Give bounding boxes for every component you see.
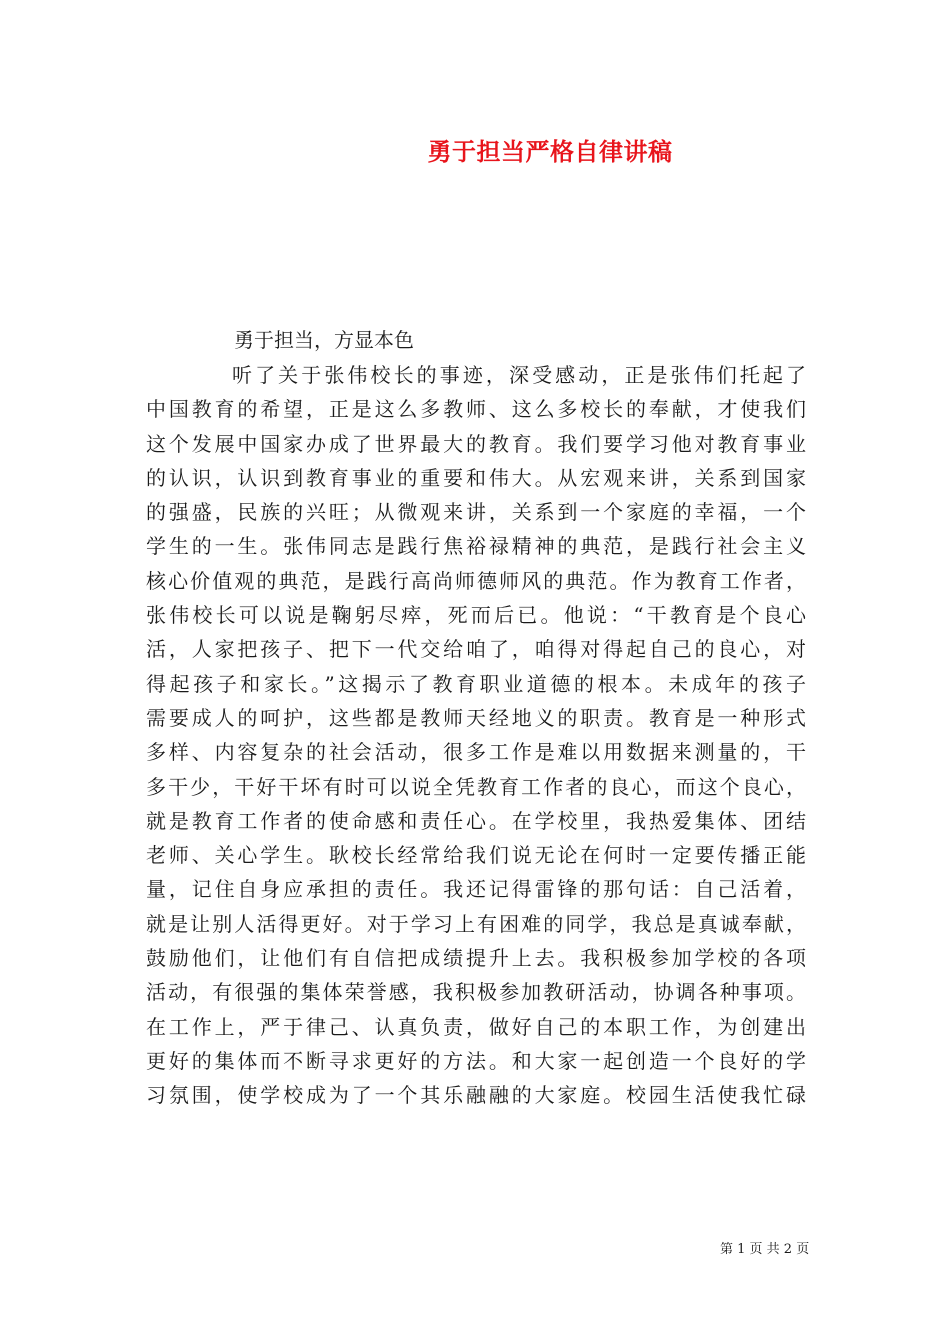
body-line: 这个发展中国家办成了世界最大的教育。我们要学习他对教育事业	[146, 431, 806, 456]
body-line: 量，记住自身应承担的责任。我还记得雷锋的那句话：自己活着，	[146, 877, 806, 902]
body-line: 鼓励他们，让他们有自信把成绩提升上去。我积极参加学校的各项	[146, 946, 806, 971]
document-subtitle: 勇于担当，方显本色	[234, 328, 414, 352]
body-line: 张伟校长可以说是鞠躬尽瘁，死而后已。他说：“干教育是个良心	[146, 603, 806, 628]
body-line: 多干少，干好干坏有时可以说全凭教育工作者的良心，而这个良心，	[146, 774, 806, 799]
body-line: 的认识，认识到教育事业的重要和伟大。从宏观来讲，关系到国家	[146, 465, 806, 490]
body-line: 得起孩子和家长。”这揭示了教育职业道德的根本。未成年的孩子	[146, 671, 806, 696]
body-line: 多样、内容复杂的社会活动，很多工作是难以用数据来测量的，干	[146, 740, 806, 765]
body-line: 听了关于张伟校长的事迹，深受感动，正是张伟们托起了	[232, 363, 806, 387]
body-line: 学生的一生。张伟同志是践行焦裕禄精神的典范，是践行社会主义	[146, 534, 806, 559]
page-title: 勇于担当严格自律讲稿	[427, 137, 673, 166]
body-line: 就是教育工作者的使命感和责任心。在学校里，我热爱集体、团结	[146, 808, 806, 833]
body-line: 在工作上，严于律己、认真负责，做好自己的本职工作，为创建出	[146, 1014, 806, 1039]
body-line: 就是让别人活得更好。对于学习上有困难的同学，我总是真诚奉献，	[146, 911, 806, 936]
body-line: 核心价值观的典范，是践行高尚师德师风的典范。作为教育工作者，	[146, 568, 806, 593]
body-line: 活动，有很强的集体荣誉感，我积极参加教研活动，协调各种事项。	[146, 980, 806, 1005]
page-number-footer: 第 1 页 共 2 页	[720, 1242, 810, 1257]
body-line: 中国教育的希望，正是这么多教师、这么多校长的奉献，才使我们	[146, 397, 806, 422]
body-line: 习氛围，使学校成为了一个其乐融融的大家庭。校园生活使我忙碌	[146, 1083, 806, 1108]
body-line: 的强盛，民族的兴旺；从微观来讲，关系到一个家庭的幸福，一个	[146, 500, 806, 525]
body-line: 活，人家把孩子、把下一代交给咱了，咱得对得起自己的良心，对	[146, 637, 806, 662]
body-line: 更好的集体而不断寻求更好的方法。和大家一起创造一个良好的学	[146, 1048, 806, 1073]
body-text	[146, 358, 806, 1113]
body-line: 老师、关心学生。耿校长经常给我们说无论在何时一定要传播正能	[146, 843, 806, 868]
body-line: 需要成人的呵护，这些都是教师天经地义的职责。教育是一种形式	[146, 705, 806, 730]
